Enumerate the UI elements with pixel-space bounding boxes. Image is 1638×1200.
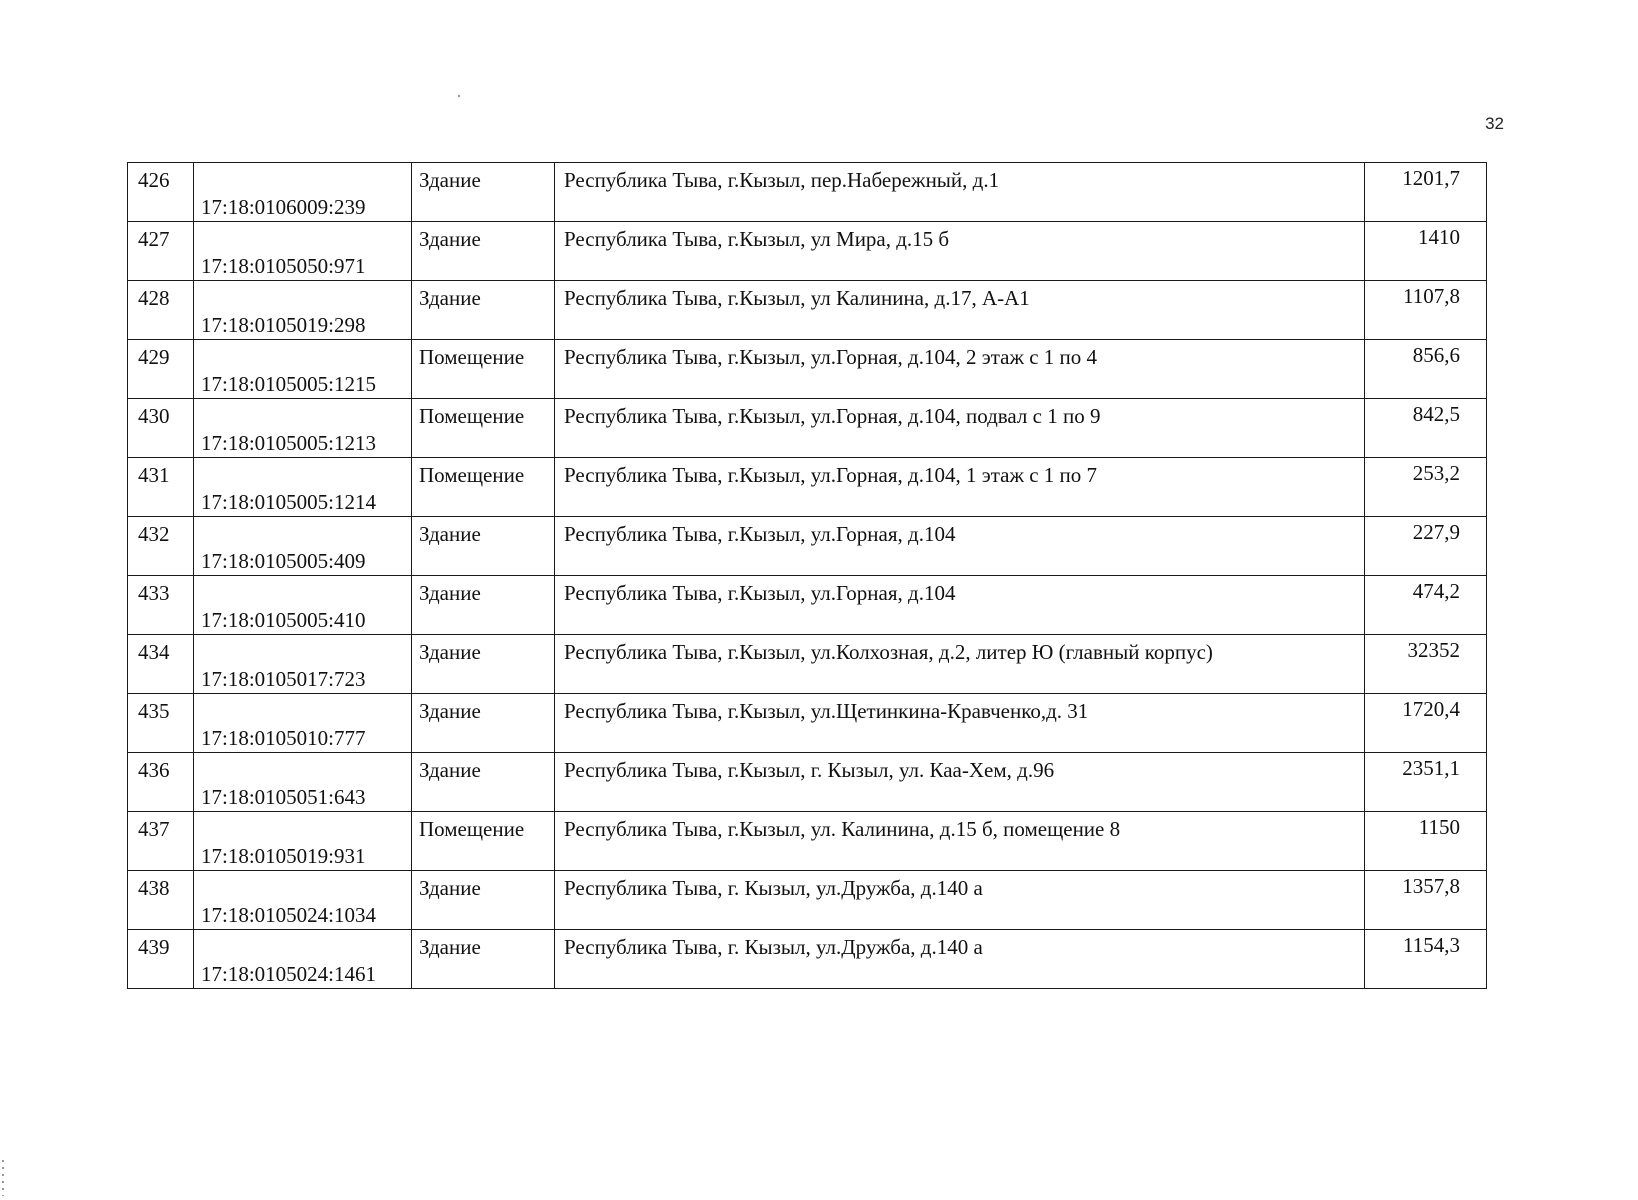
table-row [128, 812, 1487, 871]
object-type-cell: Помещение [412, 340, 555, 399]
table-row [128, 399, 1487, 458]
property-registry-table [127, 162, 1487, 989]
table-row [128, 753, 1487, 812]
object-type-cell: Здание [412, 753, 555, 812]
area-cell: 1150 [1365, 812, 1487, 871]
object-type-cell: Здание [412, 871, 555, 930]
cadastral-number-cell: 17:18:0105024:1461 [194, 930, 412, 989]
cadastral-number-cell: 17:18:0105019:931 [194, 812, 412, 871]
scan-edge-marks [2, 1160, 4, 1196]
table-row [128, 576, 1487, 635]
table-row [128, 458, 1487, 517]
area-cell: 1154,3 [1365, 930, 1487, 989]
row-number-cell: 437 [128, 812, 194, 871]
row-number-cell: 432 [128, 517, 194, 576]
area-cell: 1720,4 [1365, 694, 1487, 753]
address-cell: Республика Тыва, г.Кызыл, ул.Щетинкина-Кравченко,д. 31 [555, 694, 1365, 753]
area-cell: 253,2 [1365, 458, 1487, 517]
object-type-cell: Здание [412, 163, 555, 222]
address-cell: Республика Тыва, г.Кызыл, ул.Горная, д.104, подвал с 1 по 9 [555, 399, 1365, 458]
row-number-cell: 427 [128, 222, 194, 281]
row-number-cell: 428 [128, 281, 194, 340]
address-cell: Республика Тыва, г.Кызыл, ул Калинина, д.17, А-А1 [555, 281, 1365, 340]
cadastral-number-cell: 17:18:0105005:409 [194, 517, 412, 576]
cadastral-number-cell: 17:18:0105005:410 [194, 576, 412, 635]
cadastral-number-cell: 17:18:0105005:1214 [194, 458, 412, 517]
cadastral-number-cell: 17:18:0105051:643 [194, 753, 412, 812]
table-row [128, 930, 1487, 989]
area-cell: 1201,7 [1365, 163, 1487, 222]
cadastral-number-cell: 17:18:0105050:971 [194, 222, 412, 281]
area-cell: 32352 [1365, 635, 1487, 694]
object-type-cell: Здание [412, 694, 555, 753]
area-cell: 1357,8 [1365, 871, 1487, 930]
row-number-cell: 438 [128, 871, 194, 930]
area-cell: 2351,1 [1365, 753, 1487, 812]
address-cell: Республика Тыва, г.Кызыл, ул Мира, д.15 б [555, 222, 1365, 281]
row-number-cell: 436 [128, 753, 194, 812]
scan-speck [458, 95, 460, 97]
row-number-cell: 429 [128, 340, 194, 399]
row-number-cell: 430 [128, 399, 194, 458]
row-number-cell: 435 [128, 694, 194, 753]
address-cell: Республика Тыва, г.Кызыл, ул.Горная, д.104 [555, 576, 1365, 635]
address-cell: Республика Тыва, г.Кызыл, ул.Колхозная, д.2, литер Ю (главный корпус) [555, 635, 1365, 694]
object-type-cell: Здание [412, 576, 555, 635]
area-cell: 856,6 [1365, 340, 1487, 399]
page-number: 32 [1485, 114, 1504, 133]
area-cell: 842,5 [1365, 399, 1487, 458]
table-row [128, 635, 1487, 694]
cadastral-number-cell: 17:18:0105019:298 [194, 281, 412, 340]
address-cell: Республика Тыва, г.Кызыл, г. Кызыл, ул. Каа-Хем, д.96 [555, 753, 1365, 812]
object-type-cell: Здание [412, 635, 555, 694]
registry-table-body [128, 163, 1487, 989]
address-cell: Республика Тыва, г.Кызыл, ул. Калинина, д.15 б, помещение 8 [555, 812, 1365, 871]
table-row [128, 281, 1487, 340]
cadastral-number-cell: 17:18:0105024:1034 [194, 871, 412, 930]
table-row [128, 694, 1487, 753]
area-cell: 227,9 [1365, 517, 1487, 576]
cadastral-number-cell: 17:18:0105017:723 [194, 635, 412, 694]
table-row [128, 871, 1487, 930]
area-cell: 474,2 [1365, 576, 1487, 635]
object-type-cell: Помещение [412, 458, 555, 517]
object-type-cell: Здание [412, 517, 555, 576]
cadastral-number-cell: 17:18:0105010:777 [194, 694, 412, 753]
address-cell: Республика Тыва, г.Кызыл, ул.Горная, д.104 [555, 517, 1365, 576]
object-type-cell: Помещение [412, 399, 555, 458]
area-cell: 1107,8 [1365, 281, 1487, 340]
row-number-cell: 426 [128, 163, 194, 222]
cadastral-number-cell: 17:18:0105005:1215 [194, 340, 412, 399]
address-cell: Республика Тыва, г.Кызыл, ул.Горная, д.104, 1 этаж с 1 по 7 [555, 458, 1365, 517]
table-row [128, 163, 1487, 222]
object-type-cell: Здание [412, 222, 555, 281]
address-cell: Республика Тыва, г.Кызыл, ул.Горная, д.104, 2 этаж с 1 по 4 [555, 340, 1365, 399]
row-number-cell: 439 [128, 930, 194, 989]
table-row [128, 517, 1487, 576]
address-cell: Республика Тыва, г. Кызыл, ул.Дружба, д.140 а [555, 871, 1365, 930]
object-type-cell: Здание [412, 930, 555, 989]
area-cell: 1410 [1365, 222, 1487, 281]
table-row [128, 340, 1487, 399]
row-number-cell: 431 [128, 458, 194, 517]
table-row [128, 222, 1487, 281]
object-type-cell: Помещение [412, 812, 555, 871]
object-type-cell: Здание [412, 281, 555, 340]
row-number-cell: 433 [128, 576, 194, 635]
cadastral-number-cell: 17:18:0105005:1213 [194, 399, 412, 458]
row-number-cell: 434 [128, 635, 194, 694]
cadastral-number-cell: 17:18:0106009:239 [194, 163, 412, 222]
address-cell: Республика Тыва, г.Кызыл, пер.Набережный, д.1 [555, 163, 1365, 222]
address-cell: Республика Тыва, г. Кызыл, ул.Дружба, д.140 а [555, 930, 1365, 989]
